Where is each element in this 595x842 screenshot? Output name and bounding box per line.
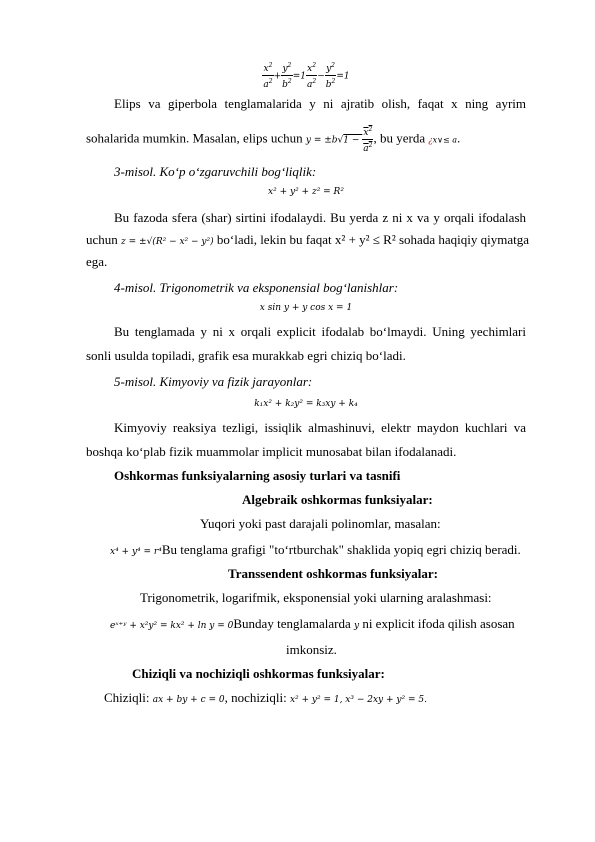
transcendent-line: eˣ⁺ʸ + x²y² = kx² + ln y = 0Bunday tenglamalarda y ni explicit ifoda qilish asosan (110, 616, 515, 631)
formula-ellipse-hyperbola: $\frac{x^2}{a^2}$ + $\frac{y^2}{b^2}$ =1 $\frac{x^2}{a^2}$ − $\frac{y^2}{b^2}$ =1 (263, 62, 350, 90)
formula-inline: ax + by + c = 0 (152, 695, 225, 705)
formula-inline: x⁴ + y⁴ = r⁴ (110, 547, 162, 557)
linear-nonlinear-title: Chiziqli va nochiziqli oshkormas funksiyalar: (132, 666, 385, 681)
fraction: $\frac{y^2}{b^2}$ (282, 62, 292, 90)
paragraph-line: Elips va giperbola tenglamalarida y ni ajratib olish, faqat x ning ayrim (114, 96, 526, 111)
fraction: $\frac{y^2}{b^2}$ (325, 62, 336, 90)
algebraic-title: Algebraik oshkormas funksiyalar: (242, 492, 433, 507)
formula-inline: eˣ⁺ʸ + x²y² = kx² + ln y = 0 (110, 621, 234, 631)
formula-sphere: x² + y² + z² = R² (268, 187, 344, 197)
example-3-heading: 3-misol. Ko‘p o‘zgaruvchili bog‘liqlik: (114, 164, 317, 179)
paragraph-line: boshqa ko‘plab fizik muammolar implicit munosabat bilan ifodalanadi. (86, 444, 457, 459)
formula-trig: x sin y + y cos x = 1 (259, 303, 353, 313)
formula-inline: x² + y² = 1, x³ − 2xy + y² = 5. (289, 695, 427, 705)
transcendent-line2: imkonsiz. (286, 642, 337, 657)
example-4-heading: 4-misol. Trigonometrik va eksponensial bog‘lanishlar: (114, 280, 399, 295)
formula-inline: z = ±√(R² − x² − y²) (121, 237, 214, 247)
paragraph-line: sonli usulda topiladi, grafik esa murakkab egri chiziq bo‘ladi. (86, 348, 406, 363)
transcendent-desc: Trigonometrik, logarifmik, eksponensial yoki ularning aralashmasi: (140, 590, 492, 605)
paragraph-line: Bu tenglamada y ni x orqali explicit ifodalab bo‘lmaydi. Uning yechimlari (114, 324, 526, 339)
section-title: Oshkormas funksiyalarning asosiy turlari va tasnifi (114, 468, 401, 483)
transcendent-title: Transsendent oshkormas funksiyalar: (228, 566, 438, 581)
paragraph-line: Bu fazoda sfera (shar) sirtini ifodalaydi. Bu yerda z ni x va y orqali ifodalash (114, 210, 526, 225)
paragraph-line: sohalarida mumkin. Masalan, elips uchun y = ±b√1 − $\frac{x^2}{a^2}$ , bu yerda ¿x∨≤ a. (86, 126, 461, 154)
paragraph-line: Kimyoviy reaksiya tezligi, issiqlik almashinuvi, elektr maydon kuchlari va (114, 420, 526, 435)
formula-chem: k₁x² + k₂y² = k₃xy + k₄ (254, 399, 358, 409)
linear-nonlinear-line: Chiziqli: ax + by + c = 0, nochiziqli: x² + y² = 1, x³ − 2xy + y² = 5. (104, 690, 427, 705)
fraction: $\frac{x^2}{a^2}$ (263, 62, 273, 90)
example-5-heading: 5-misol. Kimyoviy va fizik jarayonlar: (114, 374, 313, 389)
algebraic-desc: Yuqori yoki past darajali polinomlar, masalan: (200, 516, 441, 531)
paragraph-line: ega. (86, 254, 108, 269)
fraction: $\frac{x^2}{a^2}$ (307, 62, 317, 90)
paragraph-line: uchun z = ±√(R² − x² − y²) bo‘ladi, lekin bu faqat x² + y² ≤ R² sohada haqiqiy qiymatga (86, 232, 529, 247)
condition-formula: ¿x∨≤ a (428, 135, 458, 145)
formula-inline: y = ±b√1 − (305, 135, 363, 146)
algebraic-line: x⁴ + y⁴ = r⁴Bu tenglama grafigi "to‘rtburchak" shaklida yopiq egri chiziq beradi. (110, 542, 521, 557)
